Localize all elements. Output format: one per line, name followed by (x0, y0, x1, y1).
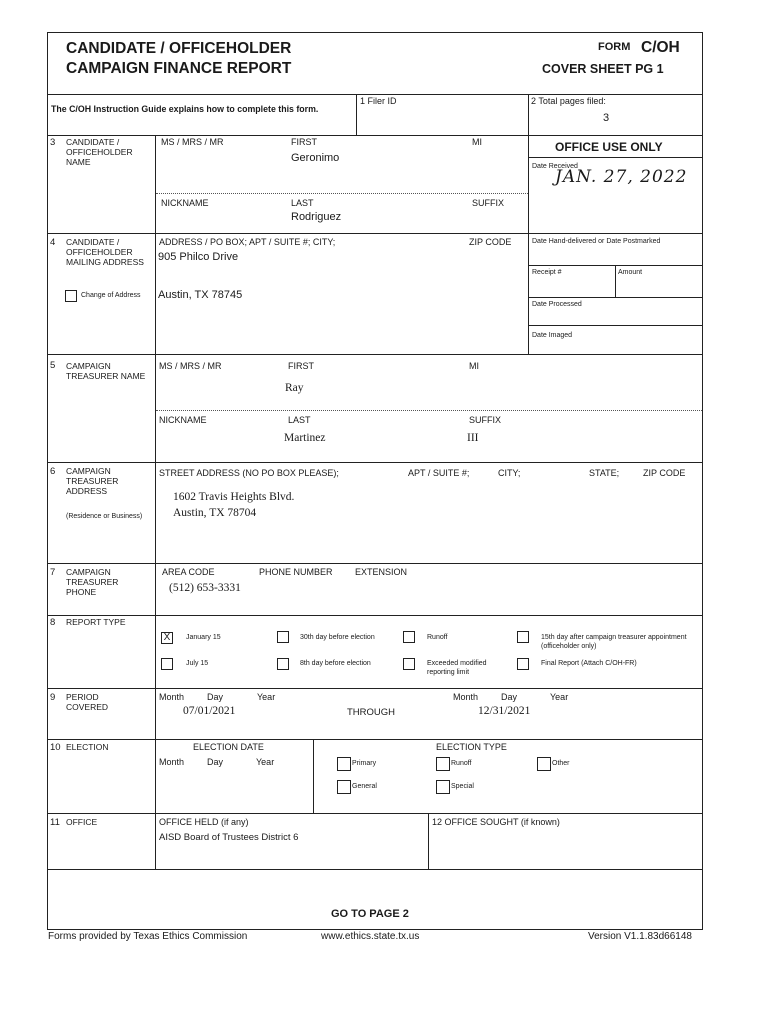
report-type-july15-checkbox[interactable] (161, 658, 173, 670)
cand-prefix-label: MS / MRS / MR (161, 137, 224, 147)
divider (155, 135, 156, 869)
period-to-day-label: Day (501, 692, 518, 702)
total-pages-value[interactable]: 3 (603, 112, 610, 124)
form-label: FORM (598, 41, 631, 53)
divider (156, 193, 528, 194)
treas-state-label: STATE; (589, 468, 620, 478)
office-sought-label: 12 OFFICE SOUGHT (if known) (432, 817, 560, 827)
election-month-label: Month (159, 757, 185, 767)
treas-mi-label: MI (469, 361, 479, 371)
footer-version: Version V1.1.83d66148 (588, 931, 692, 942)
election-special-checkbox[interactable] (436, 780, 450, 794)
section-10-number: 10 (50, 742, 61, 753)
period-from-year-label: Year (257, 692, 276, 702)
section-7-number: 7 (50, 567, 56, 578)
date-processed-label: Date Processed (532, 301, 582, 308)
election-other-checkbox[interactable] (537, 757, 551, 771)
office-held-label: OFFICE HELD (if any) (159, 817, 249, 827)
cand-suffix-label: SUFFIX (472, 198, 505, 208)
divider (528, 297, 703, 298)
office-held-value[interactable]: AISD Board of Trustees District 6 (159, 832, 299, 843)
section-10-label: ELECTION (66, 742, 109, 752)
divider (47, 462, 703, 463)
cand-address-label: ADDRESS / PO BOX; APT / SUITE #; CITY; (159, 237, 336, 247)
treas-last-value[interactable]: Martinez (284, 432, 326, 444)
period-to-year-label: Year (550, 692, 569, 702)
report-type-runoff-label: Runoff (427, 634, 448, 641)
section-8-label: REPORT TYPE (66, 617, 126, 627)
section-9-number: 9 (50, 692, 56, 703)
divider (528, 135, 703, 136)
extension-label: EXTENSION (355, 567, 408, 577)
section-4-label: CANDIDATE / OFFICEHOLDER MAILING ADDRESS (66, 237, 144, 267)
section-8-number: 8 (50, 617, 56, 628)
divider (47, 688, 703, 689)
phone-number-label: PHONE NUMBER (259, 567, 333, 577)
treas-first-value[interactable]: Ray (285, 382, 304, 394)
divider (47, 615, 703, 616)
form-title-line1: CANDIDATE / OFFICEHOLDER (66, 40, 292, 57)
report-type-8th-day-label: 8th day before election (300, 660, 371, 667)
divider (47, 135, 529, 136)
divider (47, 354, 703, 355)
report-type-15th-day-label: 15th day after campaign treasurer appointment (officeholder only) (541, 634, 687, 650)
cand-first-label: FIRST (291, 137, 317, 147)
report-type-january15-label: January 15 (186, 634, 221, 641)
election-special-label: Special (451, 783, 474, 790)
divider (528, 233, 703, 234)
section-3-number: 3 (50, 137, 56, 148)
date-received-stamp: JAN. 27, 2022 (555, 167, 688, 187)
section-6-label: CAMPAIGN TREASURER ADDRESS (66, 466, 119, 496)
divider (47, 813, 703, 814)
treas-address-line2[interactable]: Austin, TX 78704 (173, 507, 257, 519)
treas-suffix-label: SUFFIX (469, 415, 502, 425)
treas-address-line1[interactable]: 1602 Travis Heights Blvd. (173, 491, 295, 503)
section-11-number: 11 (50, 817, 60, 828)
divider (313, 739, 314, 813)
period-from-value[interactable]: 07/01/2021 (183, 705, 236, 717)
treas-zip-label: ZIP CODE (643, 468, 686, 478)
report-type-30th-day-label: 30th day before election (300, 634, 375, 641)
treas-phone-value[interactable]: (512) 653-3331 (169, 582, 241, 594)
go-to-page-2: GO TO PAGE 2 (331, 908, 409, 920)
section-5-number: 5 (50, 360, 56, 371)
treas-city-label: CITY; (498, 468, 521, 478)
footer-website: www.ethics.state.tx.us (321, 931, 420, 942)
section-4-number: 4 (50, 237, 56, 248)
cand-address-line1[interactable]: 905 Philco Drive (158, 251, 239, 263)
treas-suffix-value[interactable]: III (467, 432, 479, 444)
divider (47, 563, 703, 564)
divider (528, 157, 703, 158)
section-9-label: PERIOD COVERED (66, 692, 109, 712)
treas-prefix-label: MS / MRS / MR (159, 361, 222, 371)
divider (47, 94, 703, 95)
cand-zip-label: ZIP CODE (469, 237, 512, 247)
election-year-label: Year (256, 757, 275, 767)
election-runoff-checkbox[interactable] (436, 757, 450, 771)
change-of-address-checkbox[interactable] (65, 290, 77, 302)
treas-first-label: FIRST (288, 361, 314, 371)
form-title-line2: CAMPAIGN FINANCE REPORT (66, 60, 292, 77)
cand-nickname-label: NICKNAME (161, 198, 209, 208)
section-3-label: CANDIDATE / OFFICEHOLDER NAME (66, 137, 133, 167)
period-to-month-label: Month (453, 692, 479, 702)
divider (156, 410, 702, 411)
election-primary-checkbox[interactable] (337, 757, 351, 771)
amount-label: Amount (618, 269, 643, 276)
report-type-final-checkbox[interactable] (517, 658, 529, 670)
report-type-8th-day-checkbox[interactable] (277, 658, 289, 670)
hand-delivered-label: Date Hand-delivered or Date Postmarked (532, 238, 661, 245)
election-general-label: General (352, 783, 377, 790)
filer-id-label: 1 Filer ID (360, 96, 397, 106)
election-other-label: Other (552, 760, 570, 767)
report-type-final-label: Final Report (Attach C/OH-FR) (541, 660, 637, 667)
divider (428, 813, 429, 869)
total-pages-label: 2 Total pages filed: (531, 96, 606, 106)
cand-first-value[interactable]: Geronimo (291, 152, 340, 164)
election-runoff-label: Runoff (451, 760, 472, 767)
instruction-text: The C/OH Instruction Guide explains how to complete this form. (51, 104, 319, 114)
section-5-label: CAMPAIGN TREASURER NAME (66, 361, 146, 381)
section-6-sublabel: (Residence or Business) (66, 513, 143, 520)
footer-provided-by: Forms provided by Texas Ethics Commission (48, 931, 248, 942)
election-date-label: ELECTION DATE (193, 742, 264, 752)
cand-mi-label: MI (472, 137, 482, 147)
divider (47, 739, 703, 740)
divider (47, 869, 703, 870)
period-from-month-label: Month (159, 692, 185, 702)
election-primary-label: Primary (352, 760, 377, 767)
period-through-label: THROUGH (347, 707, 396, 718)
receipt-label: Receipt # (532, 269, 562, 276)
period-to-value[interactable]: 12/31/2021 (478, 705, 531, 717)
cand-address-line2[interactable]: Austin, TX 78745 (158, 289, 243, 301)
divider (356, 94, 357, 135)
date-imaged-label: Date Imaged (532, 332, 573, 339)
election-day-label: Day (207, 757, 224, 767)
divider (47, 233, 529, 234)
report-type-15th-day-checkbox[interactable] (517, 631, 529, 643)
office-use-title: OFFICE USE ONLY (555, 140, 663, 154)
report-type-july15-label: July 15 (186, 660, 209, 667)
report-type-exceeded-label: Exceeded modified reporting limit (427, 660, 487, 676)
section-6-number: 6 (50, 466, 56, 477)
treas-apt-label: APT / SUITE #; (408, 468, 470, 478)
change-of-address-label: Change of Address (81, 292, 141, 299)
cover-sheet-label: COVER SHEET PG 1 (542, 62, 664, 76)
cand-last-value[interactable]: Rodriguez (291, 211, 342, 223)
treas-street-label: STREET ADDRESS (NO PO BOX PLEASE); (159, 468, 339, 478)
report-type-runoff-checkbox[interactable] (403, 631, 415, 643)
area-code-label: AREA CODE (162, 567, 215, 577)
period-from-day-label: Day (207, 692, 224, 702)
treas-nickname-label: NICKNAME (159, 415, 207, 425)
section-7-label: CAMPAIGN TREASURER PHONE (66, 567, 119, 597)
divider (528, 135, 529, 354)
cand-last-label: LAST (291, 198, 314, 208)
election-type-label: ELECTION TYPE (436, 742, 507, 752)
report-type-january15-checkbox[interactable]: X (161, 632, 173, 644)
form-code: C/OH (641, 39, 680, 56)
election-general-checkbox[interactable] (337, 780, 351, 794)
divider (615, 265, 616, 298)
date-received-label: Date Received (532, 163, 578, 170)
divider (528, 94, 529, 135)
report-type-30th-day-checkbox[interactable] (277, 631, 289, 643)
divider (528, 325, 703, 326)
report-type-exceeded-checkbox[interactable] (403, 658, 415, 670)
treas-last-label: LAST (288, 415, 311, 425)
section-11-label: OFFICE (66, 817, 98, 827)
